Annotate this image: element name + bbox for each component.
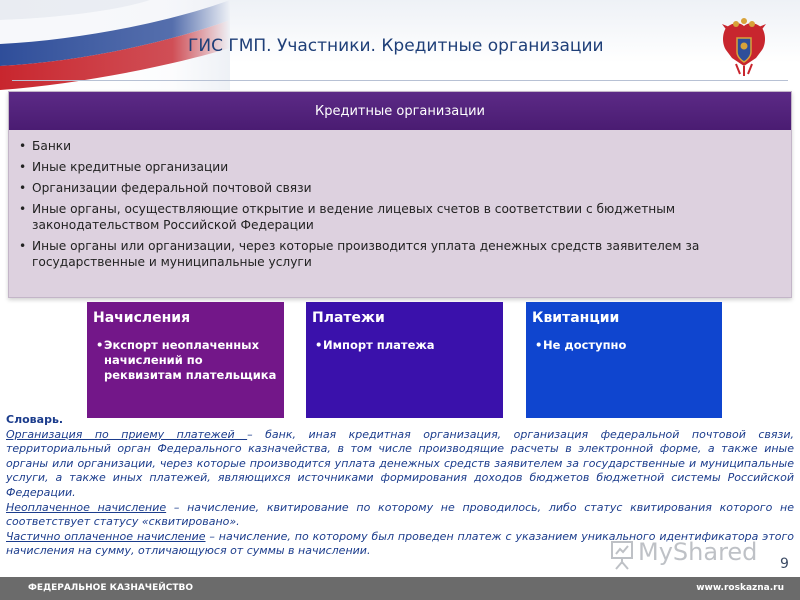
glossary-definition: – банк, иная кредитная организация, организация федеральной почтовой связи, территориальный орган Федерального казначейства, в том числе производящие расчеты в электронной форме, а также иные органы или организации, через которые производится уплата денежных средств заявителем за государственные и муниципальные услуги, а также иных платежей, являющихся источниками формирования доходов бюджетов бюджетной системы Российской Федерации.: [6, 427, 794, 499]
watermark-text: MyShared: [638, 538, 758, 566]
myshared-watermark: [610, 538, 770, 574]
slide-header: [0, 0, 800, 90]
list-item: • Иные кредитные организации: [19, 159, 781, 175]
page-title: ГИС ГМП. Участники. Кредитные организации: [188, 36, 604, 56]
footer-organization: ФЕДЕРАЛЬНОЕ КАЗНАЧЕЙСТВО: [28, 583, 194, 593]
list-item: • Иные органы, осуществляющие открытие и ведение лицевых счетов в соответствии с бюджетным законодательством Российской Федерации: [19, 201, 781, 233]
credit-organizations-list: [9, 130, 791, 270]
glossary-definition: – начисление, квитирование по которому не проводилось, либо статус квитирования которого не соответствует статусу «сквитировано».: [6, 500, 794, 529]
slide-footer: [0, 577, 800, 600]
credit-organizations-panel: [8, 91, 792, 298]
card-item: • Импорт платежа: [312, 338, 497, 353]
glossary-definition: – начисление, по которому был проведен платеж с указанием уникального идентификатора этого начисления на сумму, отличающуюся от суммы в начислении.: [6, 529, 794, 558]
list-item: • Банки: [19, 138, 781, 154]
list-item: • Иные органы или организации, через которые производится уплата денежных средств заявителем за государственные и муниципальные услуги: [19, 238, 781, 270]
credit-organizations-header: Кредитные организации: [9, 92, 791, 130]
card-item: • Экспорт неоплаченных начислений по реквизитам плательщика: [93, 338, 278, 383]
double-headed-eagle-emblem-icon: [718, 18, 770, 78]
card-title: Квитанции: [532, 310, 620, 326]
glossary-term: Частично оплаченное начисление: [6, 529, 206, 543]
glossary-term: Организация по приему платежей: [6, 427, 248, 441]
glossary-entry: [6, 501, 794, 530]
card-list: [312, 338, 497, 353]
glossary-title: Словарь.: [6, 413, 64, 426]
slide-number: 9: [780, 556, 789, 572]
header-divider: [12, 80, 788, 81]
card-list: [93, 338, 278, 383]
card-list: [532, 338, 716, 353]
card-title: Начисления: [93, 310, 191, 326]
card-item: • Не доступно: [532, 338, 716, 353]
receipts-card: [526, 302, 722, 418]
list-item: • Организации федеральной почтовой связи: [19, 180, 781, 196]
footer-website-link[interactable]: www.roskazna.ru: [696, 583, 784, 593]
charges-card: [87, 302, 284, 418]
payments-card: [306, 302, 503, 418]
presentation-board-icon: [610, 540, 634, 570]
glossary-entry: [6, 428, 794, 501]
card-title: Платежи: [312, 310, 385, 326]
glossary-term: Неоплаченное начисление: [6, 500, 167, 514]
